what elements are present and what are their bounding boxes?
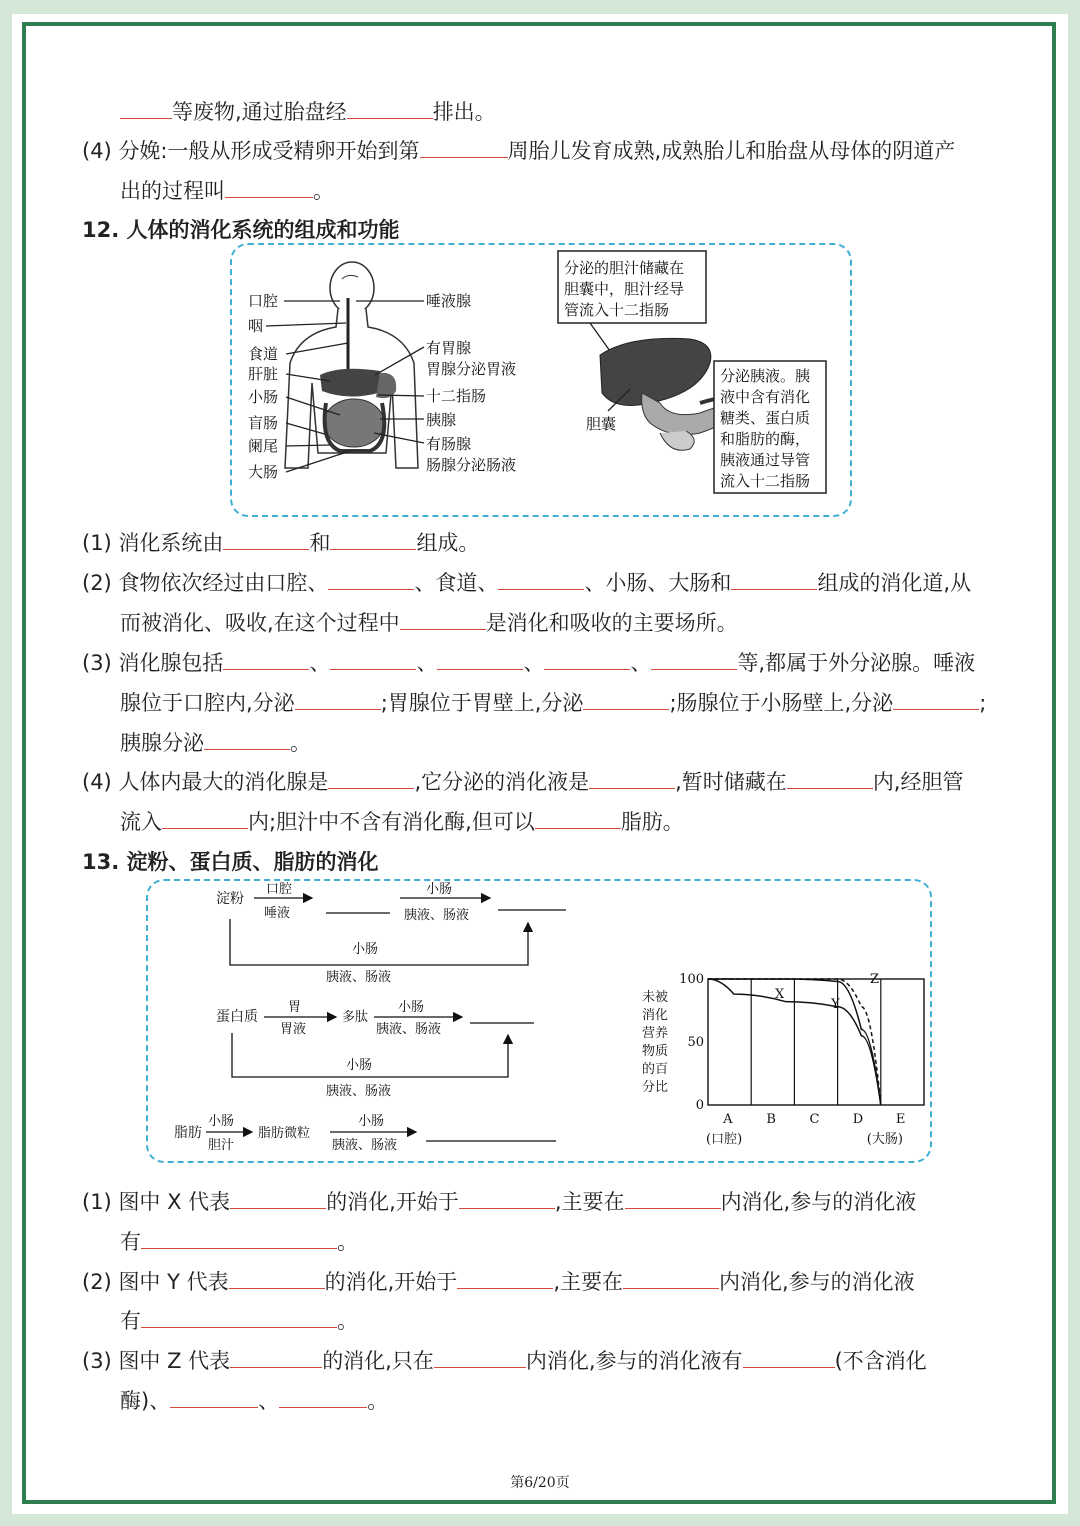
label-gallbladder: 胆囊: [586, 415, 617, 433]
question-number: (1): [82, 1190, 112, 1214]
text: 内消化,参与的消化液: [720, 1190, 917, 1214]
label-large-intestine: 大肠: [248, 463, 279, 481]
answer-blank[interactable]: [141, 1305, 337, 1328]
answer-blank[interactable]: [279, 1385, 367, 1408]
answer-blank[interactable]: [400, 607, 486, 630]
question-12-1: [82, 527, 479, 558]
answer-blank[interactable]: [583, 687, 669, 710]
text: 、: [630, 651, 652, 675]
text: 和: [309, 531, 331, 555]
answer-blank[interactable]: [787, 766, 873, 789]
pancreas-note-line: 液中含有消化: [720, 388, 811, 406]
question-number: (4): [82, 139, 112, 163]
flow-label-bile: 胆汁: [208, 1138, 235, 1153]
answer-blank[interactable]: [434, 1345, 526, 1368]
chart-category-note: (口腔): [706, 1132, 743, 1147]
digestion-chart: [642, 972, 924, 1147]
answer-blank[interactable]: [731, 567, 817, 590]
flow-label-pancreatic-intestinal: 胰液、肠液: [332, 1138, 398, 1153]
text: 有: [120, 1309, 141, 1333]
text: ,暂时储藏在: [675, 770, 787, 794]
answer-blank[interactable]: [229, 1266, 325, 1289]
label-salivary-gland: 唾液腺: [426, 292, 472, 310]
flow-protein: 蛋白质: [216, 1009, 258, 1025]
question-12-3: [82, 647, 975, 678]
pancreas-note-line: 糖类、蛋白质: [720, 409, 811, 427]
pancreas-note-line: 分泌胰液。胰: [720, 367, 811, 385]
label-pharynx: 咽: [248, 317, 264, 335]
answer-blank[interactable]: [623, 1266, 719, 1289]
body-illustration: [285, 262, 418, 468]
label-intestinal-juice: 肠腺分泌肠液: [426, 456, 517, 474]
chart-category-label: D: [852, 1112, 864, 1127]
flow-label-small-intestine: 小肠: [352, 942, 379, 957]
question-number: (4): [82, 770, 112, 794]
text: 排出。: [432, 100, 496, 124]
answer-blank[interactable]: [589, 766, 675, 789]
text: 腺位于口腔内,分泌: [120, 691, 295, 715]
answer-blank[interactable]: [535, 806, 621, 829]
answer-blank[interactable]: [457, 1266, 553, 1289]
text: 、: [523, 651, 545, 675]
label-intestinal-gland: 有肠腺: [426, 435, 472, 453]
text: 。: [313, 179, 334, 203]
chart-category-note: (大肠): [866, 1132, 903, 1147]
text: 、食道、: [414, 571, 499, 595]
answer-blank[interactable]: [347, 96, 433, 119]
text: 的消化,开始于: [326, 1190, 459, 1214]
chart-category-label: A: [723, 1112, 733, 1127]
text: 。: [337, 1309, 358, 1333]
text: (不含消化: [834, 1349, 927, 1373]
text: 的消化,开始于: [324, 1270, 458, 1294]
answer-blank[interactable]: [330, 527, 416, 550]
text: 消化腺包括: [118, 651, 224, 675]
text: 有: [120, 1230, 141, 1254]
label-appendix: 阑尾: [248, 437, 279, 455]
text: ,主要在: [554, 1190, 625, 1214]
flow-label-saliva: 唾液: [264, 906, 291, 921]
question-11-4: [82, 135, 955, 166]
answer-blank[interactable]: [204, 727, 290, 750]
flow-fat-droplets: 脂肪微粒: [258, 1126, 311, 1141]
text: 食物依次经过由口腔、: [118, 571, 329, 595]
bile-note-line: 管流入十二指肠: [564, 301, 670, 319]
page-footer: 第6/20页: [510, 1475, 570, 1491]
question-number: (2): [82, 1270, 112, 1294]
flow-label-oral: 口腔: [266, 882, 293, 897]
text: 图中 Y 代表: [118, 1270, 229, 1294]
text: ;: [979, 691, 987, 715]
text-line: [120, 806, 684, 837]
question-number: (3): [82, 1349, 112, 1373]
answer-blank[interactable]: [330, 647, 416, 670]
text: 内;胆汁中不含有消化酶,但可以: [248, 810, 535, 834]
chart-category-label: B: [766, 1112, 776, 1127]
answer-blank[interactable]: [498, 567, 584, 590]
answer-blank[interactable]: [223, 647, 309, 670]
text: 流入: [120, 810, 162, 834]
text: 。: [337, 1230, 358, 1254]
text: 图中 Z 代表: [118, 1349, 231, 1373]
section-13-title: 13. 淀粉、蛋白质、脂肪的消化: [82, 850, 379, 874]
text: 胰腺分泌: [120, 731, 204, 755]
answer-blank[interactable]: [437, 647, 523, 670]
flow-label-gastric: 胃液: [280, 1022, 307, 1037]
answer-blank[interactable]: [544, 647, 630, 670]
chart-category-label: E: [895, 1112, 906, 1127]
label-cecum: 盲肠: [248, 414, 279, 432]
chart-series-label: Y: [831, 997, 840, 1013]
text: ,主要在: [553, 1270, 623, 1294]
flow-label-stomach: 胃: [288, 1000, 302, 1015]
chart-ylabel-line: 未被: [642, 990, 669, 1005]
answer-blank[interactable]: [223, 527, 309, 550]
text-line: [120, 727, 311, 758]
question-13-3: [82, 1345, 927, 1376]
text-line: [120, 1385, 388, 1416]
flow-label-small-intestine: 小肠: [426, 882, 453, 897]
text-line: [120, 175, 334, 206]
text: 、: [416, 651, 438, 675]
flow-polypeptide: 多肽: [342, 1010, 369, 1025]
text: ;胃腺位于胃壁上,分泌: [380, 691, 584, 715]
chart-ylabel-line: 分比: [642, 1080, 669, 1095]
question-number: (2): [82, 571, 112, 595]
text: 、小肠、大肠和: [584, 571, 732, 595]
answer-blank[interactable]: [141, 1226, 337, 1249]
chart-ylabel-line: 营养: [642, 1026, 669, 1041]
text: 、: [309, 651, 331, 675]
chart-category-label: C: [809, 1112, 820, 1127]
text-line: [120, 96, 496, 127]
text: 出的过程叫: [120, 179, 225, 203]
label-small-intestine: 小肠: [248, 388, 279, 406]
bile-note-line: 胆囊中，胆汁经导: [564, 280, 685, 298]
text: 人体内最大的消化腺是: [118, 770, 329, 794]
answer-blank[interactable]: [893, 687, 979, 710]
label-gastric-gland: 有胃腺: [426, 339, 472, 357]
digestive-figure: [230, 243, 852, 517]
text: 、: [258, 1389, 280, 1413]
text: 内消化,参与的消化液有: [525, 1349, 743, 1373]
text: 酶)、: [120, 1389, 171, 1413]
text: 。: [367, 1389, 389, 1413]
text: ,它分泌的消化液是: [414, 770, 590, 794]
text: 是消化和吸收的主要场所。: [485, 611, 738, 635]
flow-label-small-intestine: 小肠: [398, 1000, 425, 1015]
chart-y-tick: 50: [687, 1035, 704, 1050]
section-12-title: 12. 人体的消化系统的组成和功能: [82, 218, 400, 242]
answer-blank[interactable]: [328, 567, 414, 590]
text: ;肠腺位于小肠壁上,分泌: [669, 691, 894, 715]
answer-blank[interactable]: [162, 806, 248, 829]
chart-ylabel-line: 的百: [642, 1062, 669, 1077]
text-line: [120, 607, 738, 638]
answer-blank[interactable]: [170, 1385, 258, 1408]
label-pancreas: 胰腺: [426, 411, 457, 429]
chart-series-label: X: [774, 987, 785, 1003]
chart-y-tick: 100: [679, 972, 704, 987]
flow-label-small-intestine: 小肠: [358, 1114, 385, 1129]
answer-blank[interactable]: [459, 1186, 555, 1209]
pancreas-note-line: 和脂肪的酶，: [720, 430, 811, 448]
answer-blank[interactable]: [230, 1345, 322, 1368]
flow-label-small-intestine: 小肠: [346, 1058, 373, 1073]
flow-label-pancreatic-intestinal: 胰液、肠液: [376, 1022, 442, 1037]
text: 脂肪。: [620, 810, 684, 834]
label-mouth: 口腔: [248, 292, 279, 310]
flow-label-pancreatic-intestinal: 胰液、肠液: [326, 970, 392, 985]
question-13-1: [82, 1186, 916, 1217]
text-line: [120, 687, 986, 718]
chart-ylabel-line: 消化: [642, 1008, 669, 1023]
text: 内消化,参与的消化液: [719, 1270, 915, 1294]
text-line: [120, 1226, 358, 1257]
bile-note-line: 分泌的胆汁储藏在: [564, 259, 685, 277]
pancreas-note-line: 流入十二指肠: [720, 472, 811, 490]
label-duodenum: 十二指肠: [426, 387, 487, 405]
answer-blank[interactable]: [120, 96, 172, 119]
label-gastric-juice: 胃腺分泌胃液: [426, 360, 517, 378]
answer-blank[interactable]: [295, 687, 381, 710]
text: 图中 X 代表: [118, 1190, 231, 1214]
text: 内,经胆管: [872, 770, 964, 794]
answer-blank[interactable]: [651, 647, 737, 670]
question-number: (1): [82, 531, 112, 555]
answer-blank[interactable]: [225, 175, 313, 198]
flow-label-pancreatic-intestinal: 胰液、肠液: [404, 908, 470, 923]
chart-y-tick: 0: [695, 1098, 704, 1113]
chart-series-label: Z: [870, 972, 880, 987]
question-12-4: [82, 766, 964, 797]
label-liver: 肝脏: [248, 365, 279, 383]
text-line: [120, 1305, 358, 1336]
text: 的消化,只在: [322, 1349, 434, 1373]
digestion-flow-diagram: [146, 879, 932, 1163]
answer-blank[interactable]: [230, 1186, 326, 1209]
text: 消化系统由: [118, 531, 224, 555]
answer-blank[interactable]: [420, 135, 508, 158]
chart-ylabel-line: 物质: [642, 1044, 669, 1059]
answer-blank[interactable]: [743, 1345, 835, 1368]
text: 。: [290, 731, 311, 755]
question-13-2: [82, 1266, 915, 1297]
answer-blank[interactable]: [625, 1186, 721, 1209]
text: 分娩:一般从形成受精卵开始到第: [118, 139, 420, 163]
pancreas-note-line: 胰液通过导管: [720, 451, 811, 469]
text: 而被消化、吸收,在这个过程中: [120, 611, 400, 635]
answer-blank[interactable]: [328, 766, 414, 789]
text: 组成。: [416, 531, 480, 555]
flow-fat: 脂肪: [174, 1125, 202, 1141]
question-12-2: [82, 567, 971, 598]
text: 等废物,通过胎盘经: [172, 100, 347, 124]
flow-label-pancreatic-intestinal: 胰液、肠液: [326, 1084, 392, 1099]
flow-starch: 淀粉: [216, 891, 244, 907]
flow-label-small-intestine: 小肠: [208, 1114, 235, 1129]
text: 等,都属于外分泌腺。唾液: [737, 651, 976, 675]
text: 周胎儿发育成熟,成熟胎儿和胎盘从母体的阴道产: [507, 139, 956, 163]
label-esophagus: 食道: [248, 345, 279, 363]
text: 组成的消化道,从: [817, 571, 972, 595]
question-number: (3): [82, 651, 112, 675]
